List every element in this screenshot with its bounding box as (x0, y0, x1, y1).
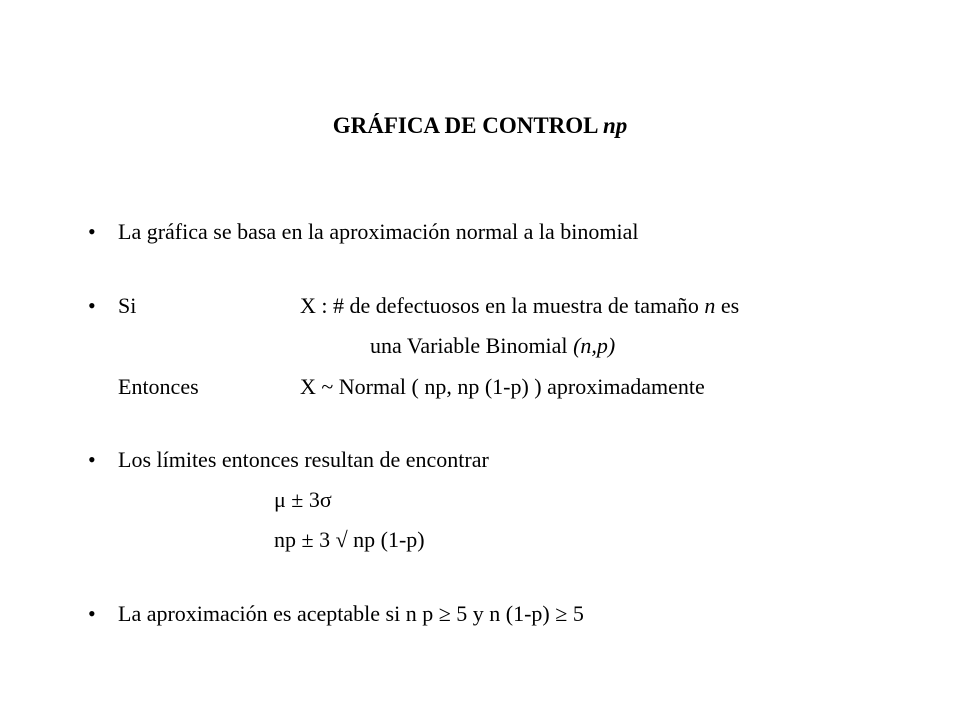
bullet-4-text: La aproximación es aceptable si n p ≥ 5 y n (1-p) ≥ 5 (118, 601, 584, 626)
binomial-variable-line (370, 332, 615, 360)
formula-np-limits: np ± 3 √ np (1-p) (274, 527, 425, 552)
binomial-definition (300, 292, 739, 320)
binomial-params: (n,p) (573, 333, 616, 358)
definition-es: es (720, 293, 740, 318)
formula-mu-sigma: μ ± 3σ (274, 487, 332, 512)
bullet-marker-1: • (88, 219, 96, 244)
title-italic-np: np (603, 113, 628, 138)
bullet-marker-4: • (88, 601, 96, 626)
bullet-marker-2: • (88, 293, 96, 318)
definition-text: X : # de defectuosos en la muestra de tamaño (300, 293, 699, 318)
bullet-3-text: Los límites entonces resultan de encontrar (118, 447, 489, 472)
variable-text: una Variable Binomial (370, 333, 568, 358)
slide-title (0, 113, 960, 139)
label-si: Si (118, 293, 137, 318)
sample-size-n: n (704, 293, 716, 318)
bullet-1-text: La gráfica se basa en la aproximación normal a la binomial (118, 219, 639, 244)
label-entonces: Entonces (118, 374, 199, 399)
title-text: GRÁFICA DE CONTROL (332, 113, 598, 138)
bullet-marker-3: • (88, 447, 96, 472)
normal-approximation: X ~ Normal ( np, np (1-p) ) aproximadamente (300, 374, 705, 399)
